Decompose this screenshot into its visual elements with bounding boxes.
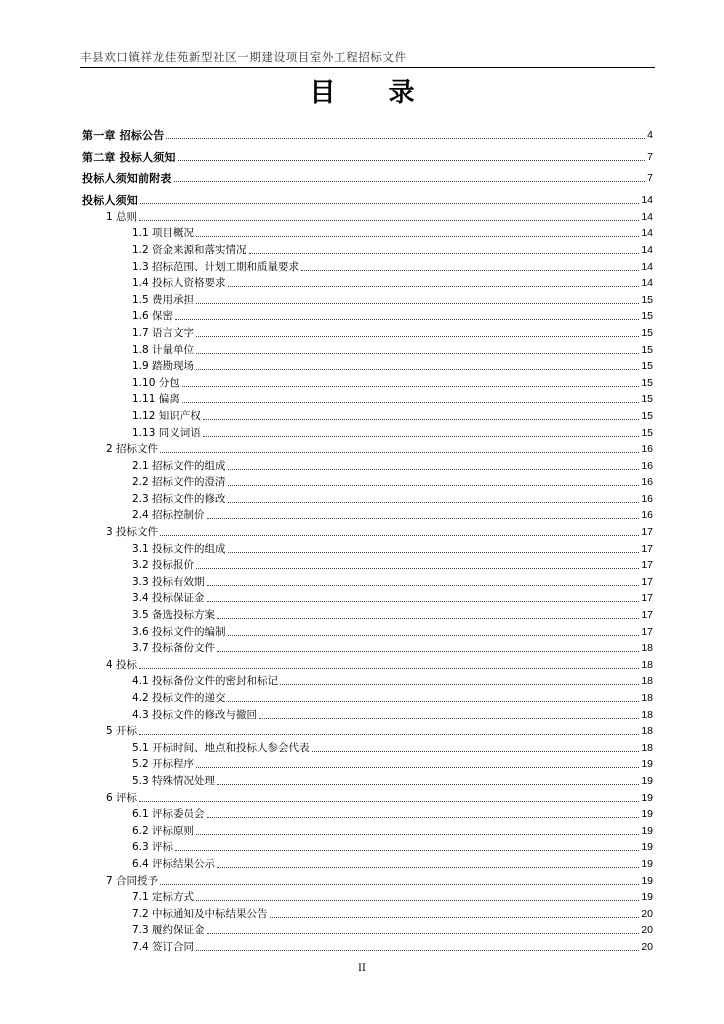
dot-leader — [196, 236, 639, 237]
toc-entry[interactable] — [82, 456, 653, 473]
dot-leader — [140, 203, 639, 204]
toc-entry-page: 4 — [647, 128, 653, 141]
dot-leader — [207, 601, 640, 602]
toc-entry-page: 15 — [641, 360, 653, 373]
toc-entry-page: 16 — [641, 476, 653, 489]
toc-entry-page: 18 — [641, 725, 653, 738]
toc-entry-page: 17 — [641, 559, 653, 572]
dot-leader — [182, 386, 640, 387]
toc-entry-page: 14 — [641, 243, 653, 256]
dot-leader — [203, 436, 640, 437]
toc-entry[interactable] — [82, 838, 653, 855]
toc-entry-page: 14 — [641, 227, 653, 240]
toc-entry-page: 19 — [641, 874, 653, 887]
toc-entry-label: 投标人须知 — [82, 194, 138, 208]
toc-entry-label: 7.1 定标方式 — [132, 891, 195, 904]
toc-entry-label: 1.3 招标范围、计划工期和质量要求 — [132, 260, 300, 273]
toc-entry-page: 18 — [641, 658, 653, 671]
toc-entry[interactable] — [82, 406, 653, 423]
toc-entry[interactable] — [82, 357, 653, 374]
dot-leader — [196, 336, 639, 337]
toc-entry-page: 19 — [641, 791, 653, 804]
toc-entry[interactable] — [82, 738, 653, 755]
toc-entry-label: 1.1 项目概况 — [132, 227, 195, 240]
dot-leader — [312, 751, 640, 752]
toc-entry[interactable] — [82, 340, 653, 357]
dot-leader — [203, 419, 640, 420]
toc-entry-page: 15 — [641, 376, 653, 389]
toc-entry-label: 5.1 开标时间、地点和投标人参会代表 — [132, 741, 310, 754]
dot-leader — [139, 220, 639, 221]
toc-entry-label: 第二章 投标人须知 — [82, 150, 176, 164]
dot-leader — [270, 917, 640, 918]
dot-leader — [207, 585, 640, 586]
toc-entry-page: 16 — [641, 509, 653, 522]
toc-entry-label: 6.2 评标原则 — [132, 824, 195, 837]
dot-leader — [139, 734, 639, 735]
toc-entry[interactable] — [82, 589, 653, 606]
toc-entry-label: 4 投标 — [106, 658, 138, 671]
dot-leader — [207, 817, 640, 818]
toc-entry-page: 19 — [641, 824, 653, 837]
running-header: 丰县欢口镇祥龙佳苑新型社区一期建设项目室外工程招标文件 — [80, 50, 407, 64]
toc-entry-label: 5.2 开标程序 — [132, 758, 195, 771]
toc-entry-page: 15 — [641, 326, 653, 339]
toc-entry[interactable] — [82, 440, 653, 457]
dot-leader — [160, 535, 639, 536]
toc-entry[interactable] — [82, 556, 653, 573]
toc-entry[interactable] — [82, 224, 653, 241]
toc-entry[interactable] — [82, 688, 653, 705]
dot-leader — [228, 485, 640, 486]
toc-entry-label: 4.3 投标文件的修改与撤回 — [132, 708, 258, 721]
toc-entry-page: 19 — [641, 841, 653, 854]
toc-entry[interactable] — [82, 423, 653, 440]
dot-leader — [217, 867, 639, 868]
dot-leader — [196, 767, 639, 768]
toc-entry-page: 19 — [641, 758, 653, 771]
dot-leader — [280, 684, 639, 685]
toc-entry-label: 2.2 招标文件的澄清 — [132, 476, 226, 489]
toc-entry-label: 1.5 费用承担 — [132, 293, 195, 306]
toc-entry-label: 2.1 招标文件的组成 — [132, 459, 226, 472]
toc-entry-page: 17 — [641, 625, 653, 638]
toc-entry[interactable] — [82, 164, 653, 186]
toc-entry-label: 3.1 投标文件的组成 — [132, 542, 226, 555]
dot-leader — [196, 303, 639, 304]
toc-entry[interactable] — [82, 506, 653, 523]
dot-leader — [249, 253, 640, 254]
toc-entry-page: 20 — [641, 907, 653, 920]
toc-entry[interactable] — [82, 672, 653, 689]
toc-entry-label: 3.6 投标文件的编制 — [132, 625, 226, 638]
toc-entry-page: 19 — [641, 774, 653, 787]
dot-leader — [175, 850, 639, 851]
toc-entry-label: 1.9 踏勘现场 — [132, 360, 195, 373]
toc-entry-label: 3.2 投标报价 — [132, 559, 195, 572]
dot-leader — [182, 402, 640, 403]
toc-entry[interactable] — [82, 323, 653, 340]
toc-entry-page: 15 — [641, 310, 653, 323]
dot-leader — [196, 369, 639, 370]
toc-entry-page: 16 — [641, 443, 653, 456]
dot-leader — [166, 138, 645, 139]
page-number: II — [358, 963, 366, 974]
toc-entry-page: 17 — [641, 575, 653, 588]
toc-entry-page: 14 — [641, 194, 653, 207]
toc-entry-label: 投标人须知前附表 — [82, 172, 172, 186]
dot-leader — [228, 701, 640, 702]
toc-entry[interactable] — [82, 240, 653, 257]
toc-entry-page: 19 — [641, 891, 653, 904]
toc-entry-page: 15 — [641, 393, 653, 406]
toc-entry-label: 1 总则 — [106, 210, 138, 223]
toc-entry[interactable] — [82, 722, 653, 739]
toc-entry[interactable] — [82, 937, 653, 954]
dot-leader — [139, 668, 639, 669]
toc-entry-label: 6.4 评标结果公示 — [132, 857, 216, 870]
dot-leader — [228, 502, 640, 503]
toc-entry-page: 17 — [641, 542, 653, 555]
dot-leader — [160, 452, 639, 453]
toc-entry[interactable] — [82, 489, 653, 506]
toc-entry-page: 18 — [641, 741, 653, 754]
toc-entry-label: 3.4 投标保证金 — [132, 592, 205, 605]
toc-entry-label: 1.10 分包 — [132, 376, 180, 389]
toc-entry[interactable] — [82, 207, 653, 224]
table-of-contents — [82, 120, 653, 954]
toc-entry-page: 16 — [641, 459, 653, 472]
toc-entry-page: 19 — [641, 857, 653, 870]
toc-entry-page: 18 — [641, 692, 653, 704]
toc-entry-page: 18 — [641, 642, 653, 655]
toc-entry-page: 16 — [641, 492, 653, 505]
toc-entry-label: 4.2 投标文件的递交 — [132, 692, 226, 704]
toc-entry-label: 7.2 中标通知及中标结果公告 — [132, 907, 268, 920]
toc-entry[interactable] — [82, 705, 653, 722]
toc-entry-label: 1.8 计量单位 — [132, 343, 195, 356]
toc-entry-label: 1.6 保密 — [132, 310, 174, 323]
toc-entry-page: 18 — [641, 708, 653, 721]
toc-entry-page: 14 — [641, 210, 653, 223]
toc-entry[interactable] — [82, 142, 653, 164]
dot-leader — [178, 160, 646, 161]
toc-entry[interactable] — [82, 821, 653, 838]
toc-entry[interactable] — [82, 373, 653, 390]
toc-entry[interactable] — [82, 120, 653, 142]
toc-entry[interactable] — [82, 572, 653, 589]
toc-entry[interactable] — [82, 539, 653, 556]
toc-entry[interactable] — [82, 605, 653, 622]
dot-leader — [217, 618, 639, 619]
dot-leader — [228, 469, 640, 470]
toc-entry-label: 3.5 备选投标方案 — [132, 609, 216, 622]
dot-leader — [301, 270, 639, 271]
dot-leader — [139, 801, 639, 802]
toc-entry[interactable] — [82, 854, 653, 871]
dot-leader — [174, 181, 646, 182]
toc-entry-page: 15 — [641, 293, 653, 306]
toc-entry[interactable] — [82, 274, 653, 291]
dot-leader — [196, 568, 639, 569]
toc-entry[interactable] — [82, 805, 653, 822]
toc-entry[interactable] — [82, 307, 653, 324]
toc-entry[interactable] — [82, 290, 653, 307]
dot-leader — [228, 286, 640, 287]
toc-entry[interactable] — [82, 655, 653, 672]
dot-leader — [259, 718, 639, 719]
toc-entry-label: 3.3 投标有效期 — [132, 575, 205, 588]
toc-entry-label: 1.13 同义词语 — [132, 426, 201, 439]
dot-leader — [217, 651, 639, 652]
toc-entry[interactable] — [82, 390, 653, 407]
toc-entry[interactable] — [82, 871, 653, 888]
toc-entry-label: 7 合同授予 — [106, 874, 159, 887]
toc-entry-label: 5 开标 — [106, 725, 138, 738]
toc-entry-label: 2 招标文件 — [106, 443, 159, 456]
toc-entry[interactable] — [82, 185, 653, 207]
header-rule — [80, 67, 655, 68]
toc-entry-page: 17 — [641, 526, 653, 539]
toc-entry-label: 6.3 评标 — [132, 841, 174, 854]
toc-entry-label: 1.12 知识产权 — [132, 409, 201, 422]
toc-title: 目 录 — [309, 78, 437, 108]
dot-leader — [228, 635, 640, 636]
toc-entry-label: 7.4 签订合同 — [132, 940, 195, 953]
toc-entry-page: 14 — [641, 260, 653, 273]
toc-entry[interactable] — [82, 522, 653, 539]
dot-leader — [228, 552, 640, 553]
toc-entry-label: 1.4 投标人资格要求 — [132, 277, 226, 290]
toc-entry-page: 20 — [641, 940, 653, 953]
toc-entry-page: 20 — [641, 924, 653, 937]
toc-entry-page: 15 — [641, 343, 653, 356]
toc-entry-label: 3 投标文件 — [106, 526, 159, 539]
dot-leader — [217, 784, 639, 785]
dot-leader — [196, 353, 639, 354]
toc-entry-page: 18 — [641, 675, 653, 688]
dot-leader — [175, 319, 639, 320]
toc-entry-label: 第一章 招标公告 — [82, 128, 165, 142]
toc-entry[interactable] — [82, 473, 653, 490]
toc-entry[interactable] — [82, 888, 653, 905]
toc-entry[interactable] — [82, 639, 653, 656]
toc-entry-page: 15 — [641, 409, 653, 422]
dot-leader — [207, 518, 640, 519]
toc-entry[interactable] — [82, 788, 653, 805]
toc-entry-label: 1.7 语言文字 — [132, 326, 195, 339]
toc-entry-page: 7 — [647, 150, 653, 163]
toc-entry[interactable] — [82, 921, 653, 938]
toc-entry-label: 5.3 特殊情况处理 — [132, 774, 216, 787]
toc-entry-page: 17 — [641, 592, 653, 605]
toc-entry-label: 2.3 招标文件的修改 — [132, 492, 226, 505]
toc-entry-page: 15 — [641, 426, 653, 439]
toc-entry[interactable] — [82, 622, 653, 639]
toc-entry[interactable] — [82, 257, 653, 274]
toc-entry-page: 7 — [647, 172, 653, 185]
toc-entry-label: 1.11 偏离 — [132, 393, 180, 406]
toc-entry[interactable] — [82, 771, 653, 788]
toc-entry-label: 6.1 评标委员会 — [132, 808, 205, 821]
toc-entry-page: 17 — [641, 609, 653, 622]
dot-leader — [196, 950, 639, 951]
toc-entry-page: 19 — [641, 808, 653, 821]
toc-entry-page: 14 — [641, 277, 653, 290]
toc-entry-label: 6 评标 — [106, 791, 138, 804]
toc-entry-label: 2.4 招标控制价 — [132, 509, 205, 522]
toc-entry[interactable] — [82, 904, 653, 921]
dot-leader — [196, 900, 639, 901]
toc-entry-label: 1.2 资金来源和落实情况 — [132, 243, 247, 256]
toc-entry-label: 3.7 投标备份文件 — [132, 642, 216, 655]
dot-leader — [207, 933, 640, 934]
dot-leader — [160, 884, 639, 885]
toc-entry-label: 4.1 投标备份文件的密封和标记 — [132, 675, 279, 688]
toc-entry[interactable] — [82, 755, 653, 772]
dot-leader — [196, 834, 639, 835]
toc-entry-label: 7.3 履约保证金 — [132, 924, 205, 937]
